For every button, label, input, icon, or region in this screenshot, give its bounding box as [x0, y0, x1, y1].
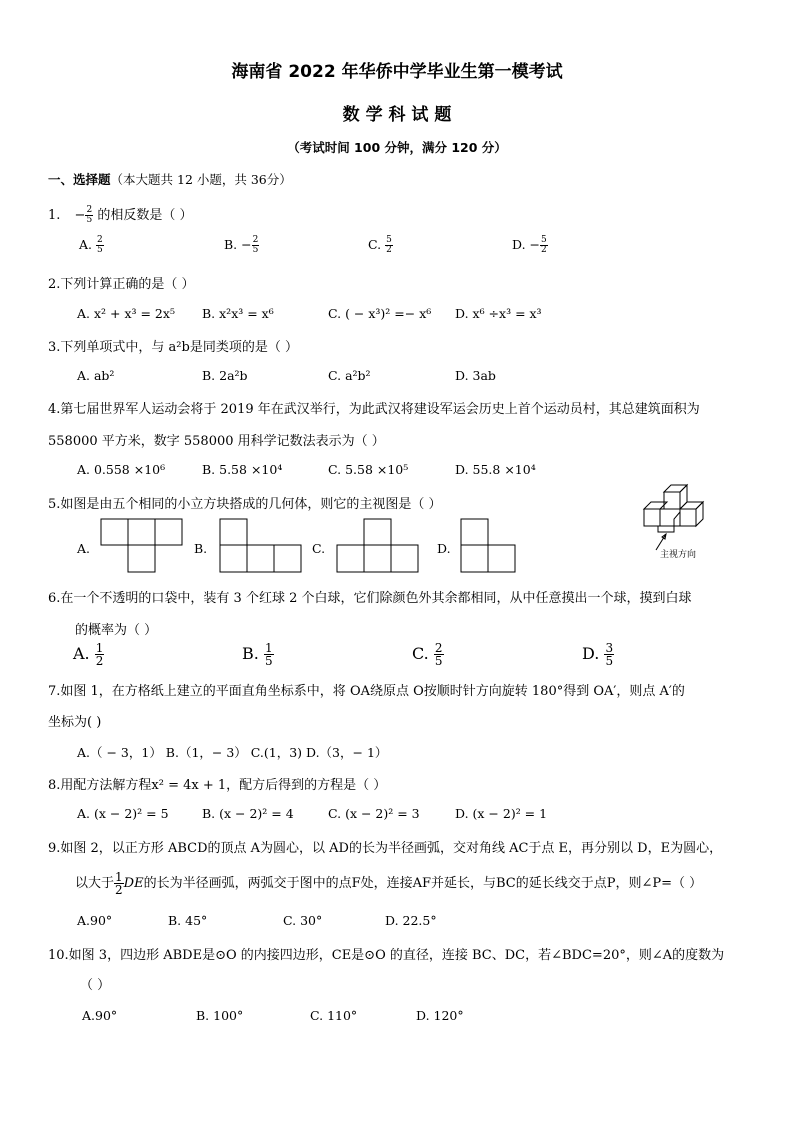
section-label: 一、选择题	[48, 172, 111, 187]
q7-line2: 坐标为( )	[48, 715, 102, 730]
q1-option-b[interactable]: B. − $\frac{2}{5}$	[224, 235, 259, 255]
q8-option-d[interactable]: D. (x − 2)² = 1	[455, 806, 548, 821]
q3-option-c[interactable]: C. a²b²	[328, 368, 371, 383]
q9-option-a[interactable]: A.90°	[77, 913, 113, 928]
q4-option-b[interactable]: B. 5.58 ×10⁴	[202, 462, 283, 477]
q6-line2: 的概率为（ ）	[75, 623, 158, 638]
section-desc: （本大题共 12 小题，共 36分）	[110, 172, 292, 187]
q10-option-d[interactable]: D. 120°	[416, 1008, 464, 1023]
q5-option-b-figure[interactable]	[219, 518, 305, 574]
q6-option-a[interactable]: A. $\frac{1}{2}$	[73, 641, 104, 668]
q1-fraction	[85, 206, 93, 225]
q8-option-c[interactable]: C. (x − 2)² = 3	[328, 806, 420, 821]
q1-option-a[interactable]: A. $\frac{2}{5}$	[79, 235, 103, 255]
q3-stem: 3.下列单项式中，与 a²b是同类项的是（ ）	[48, 340, 298, 355]
q9-option-b[interactable]: B. 45°	[168, 913, 208, 928]
q10-option-c[interactable]: C. 110°	[310, 1008, 358, 1023]
q7-line1: 7.如图 1，在方格纸上建立的平面直角坐标系中，将 OA绕原点 O按顺时针方向旋转 180°得到 OA′，则点 A′的	[48, 684, 685, 699]
q3-option-d[interactable]: D. 3ab	[455, 368, 496, 383]
q1-tail: 的相反数是（ ）	[97, 208, 193, 223]
q1-number: 1.	[48, 208, 61, 223]
q1-option-c[interactable]: C. $\frac{5}{2}$	[368, 235, 392, 255]
q9-line1: 9.如图 2，以正方形 ABCD的顶点 A为圆心，以 AD的长为半径画弧，交对角线 AC于点 E，再分别以 D，E为圆心，	[48, 841, 723, 856]
section-heading	[48, 170, 292, 188]
q3-option-b[interactable]: B. 2a²b	[202, 368, 248, 383]
q4-line2: 558000 平方米，数字 558000 用科学记数法表示为（ ）	[48, 434, 385, 449]
q1-option-d[interactable]: D. − $\frac{5}{2}$	[512, 235, 547, 255]
q5-option-d-figure[interactable]	[460, 518, 520, 574]
q1-frac-den: 5	[86, 215, 93, 225]
q8-option-a[interactable]: A. (x − 2)² = 5	[77, 806, 169, 821]
q5-option-c-label[interactable]: C.	[312, 541, 326, 556]
q8-stem: 8.用配方法解方程x² = 4x + 1，配方后得到的方程是（ ）	[48, 778, 387, 793]
q10-option-a[interactable]: A.90°	[82, 1008, 118, 1023]
q4-line1: 4.第七届世界军人运动会将于 2019 年在武汉举行，为此武汉将建设军运会历史上首个运动员村，其总建筑面积为	[48, 402, 700, 417]
q5-stem: 5.如图是由五个相同的小立方块搭成的几何体，则它的主视图是（ ）	[48, 497, 442, 512]
q1-sign: −	[74, 208, 86, 223]
q2-option-a[interactable]: A. x² + x³ = 2x⁵	[77, 306, 175, 321]
q10-line1: 10.如图 3，四边形 ABDE是⊙O 的内接四边形，CE是⊙O 的直径，连接 BC、DC，若∠BDC=20°，则∠A的度数为	[48, 948, 725, 963]
q2-option-c[interactable]: C. ( − x³)² =− x⁶	[328, 306, 432, 321]
q6-line1: 6.在一个不透明的口袋中，装有 3 个红球 2 个白球，它们除颜色外其余都相同，从中任意摸出一个球，摸到白球	[48, 591, 692, 606]
q4-option-d[interactable]: D. 55.8 ×10⁴	[455, 462, 536, 477]
q4-option-a[interactable]: A. 0.558 ×10⁶	[77, 462, 166, 477]
q3-option-a[interactable]: A. ab²	[77, 368, 115, 383]
q10-line2: （ ）	[80, 978, 111, 993]
q6-option-b[interactable]: B. $\frac{1}{5}$	[242, 641, 273, 668]
q2-option-b[interactable]: B. x²x³ = x⁶	[202, 306, 274, 321]
q2-option-d[interactable]: D. x⁶ ÷x³ = x³	[455, 306, 542, 321]
q1-stem	[48, 204, 192, 225]
q8-option-b[interactable]: B. (x − 2)² = 4	[202, 806, 294, 821]
q5-option-c-figure[interactable]	[336, 518, 422, 574]
q5-figure-caption: 主视方向	[660, 550, 697, 560]
q6-option-d[interactable]: D. $\frac{3}{5}$	[582, 641, 614, 668]
q9-option-d[interactable]: D. 22.5°	[385, 913, 437, 928]
q9-line2: 以大于 $\frac{1}{2}$ DE的长为半径画弧，两弧交于图中的点F处，连接AF并延长，与BC的延长线交于点P，则∠P=（ ）	[75, 870, 703, 897]
q10-option-b[interactable]: B. 100°	[196, 1008, 244, 1023]
q5-option-a-label[interactable]: A.	[77, 541, 91, 556]
q9-fraction: $\frac{1}{2}$	[115, 870, 123, 897]
q6-option-c[interactable]: C. $\frac{2}{5}$	[412, 641, 443, 668]
exam-title: 海南省 2022 年华侨中学毕业生第一模考试	[231, 62, 563, 82]
q9-option-c[interactable]: C. 30°	[283, 913, 323, 928]
subject-title: 数 学 科 试 题	[342, 105, 452, 125]
q2-stem: 2.下列计算正确的是（ ）	[48, 277, 195, 292]
q5-option-a-figure[interactable]	[100, 518, 186, 574]
q5-option-d-label[interactable]: D.	[437, 541, 451, 556]
q4-option-c[interactable]: C. 5.58 ×10⁵	[328, 462, 409, 477]
q5-option-b-label[interactable]: B.	[194, 541, 208, 556]
q7-options[interactable]: A.（ − 3，1） B.（1，− 3） C.(1，3) D.（3，− 1）	[77, 745, 388, 760]
exam-note: （考试时间 100 分钟，满分 120 分）	[287, 140, 507, 155]
q1-frac-num: 2	[86, 205, 93, 215]
